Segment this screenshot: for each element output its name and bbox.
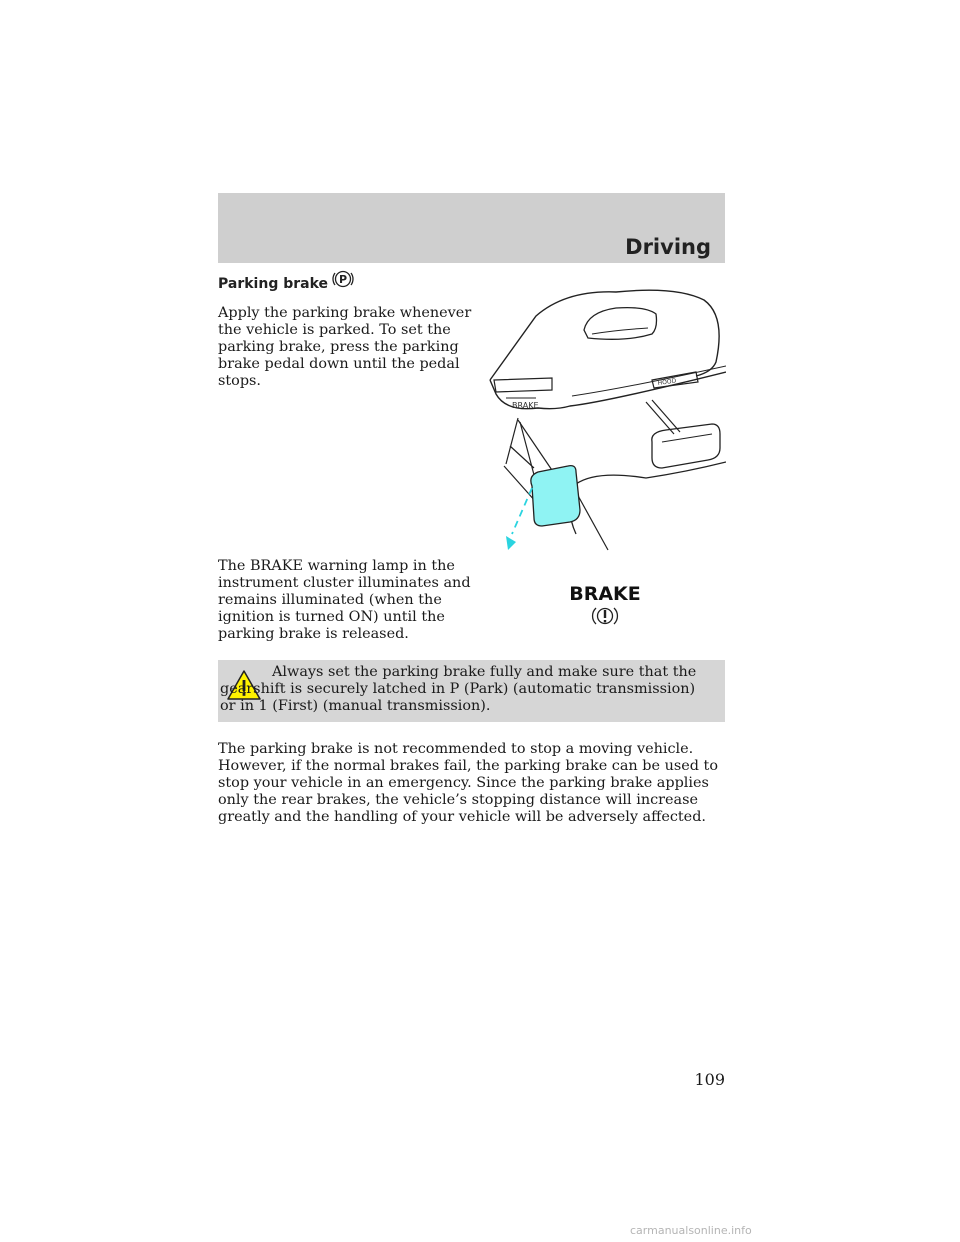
parking-brake-pedal-diagram <box>476 272 726 554</box>
emergency-use-paragraph: The parking brake is not recommended to stop a moving vehicle. However, if the normal brakes fail, the parking brake can be used to stop your vehicle in an emergency. Since the parking brake applies only the rear brakes, the vehicle’s stopping distance will increase greatly and the handling of your vehicle will be adversely affected. <box>218 741 718 825</box>
svg-text:P: P <box>338 273 348 286</box>
brake-warning-icon <box>590 604 620 632</box>
brake-lamp-label: BRAKE <box>569 583 641 605</box>
brake-warning-lamp <box>560 583 650 633</box>
apply-brake-paragraph: Apply the parking brake whenever the vehicle is parked. To set the parking brake, press the parking brake pedal down until the pedal stops. <box>218 305 472 389</box>
parking-brake-heading <box>218 273 355 295</box>
hood-release-label: HOOD <box>657 377 677 387</box>
warning-text: Always set the parking brake fully and make sure that the gearshift is securely latched in P (Park) (automatic transmission) or in 1 (First) (manual transmission). <box>220 664 697 714</box>
page-number: 109 <box>694 1070 725 1089</box>
brake-release-label: BRAKE <box>512 401 539 410</box>
warning-callout <box>218 660 725 722</box>
parking-brake-icon <box>331 267 355 295</box>
watermark: carmanualsonline.info <box>630 1224 752 1237</box>
warning-lamp-paragraph: The BRAKE warning lamp in the instrument cluster illuminates and remains illuminated (when the ignition is turned ON) until the parking brake is released. <box>218 558 471 642</box>
section-header-band <box>218 193 725 263</box>
heading-text: Parking brake <box>218 276 329 292</box>
section-title: Driving <box>625 235 711 259</box>
